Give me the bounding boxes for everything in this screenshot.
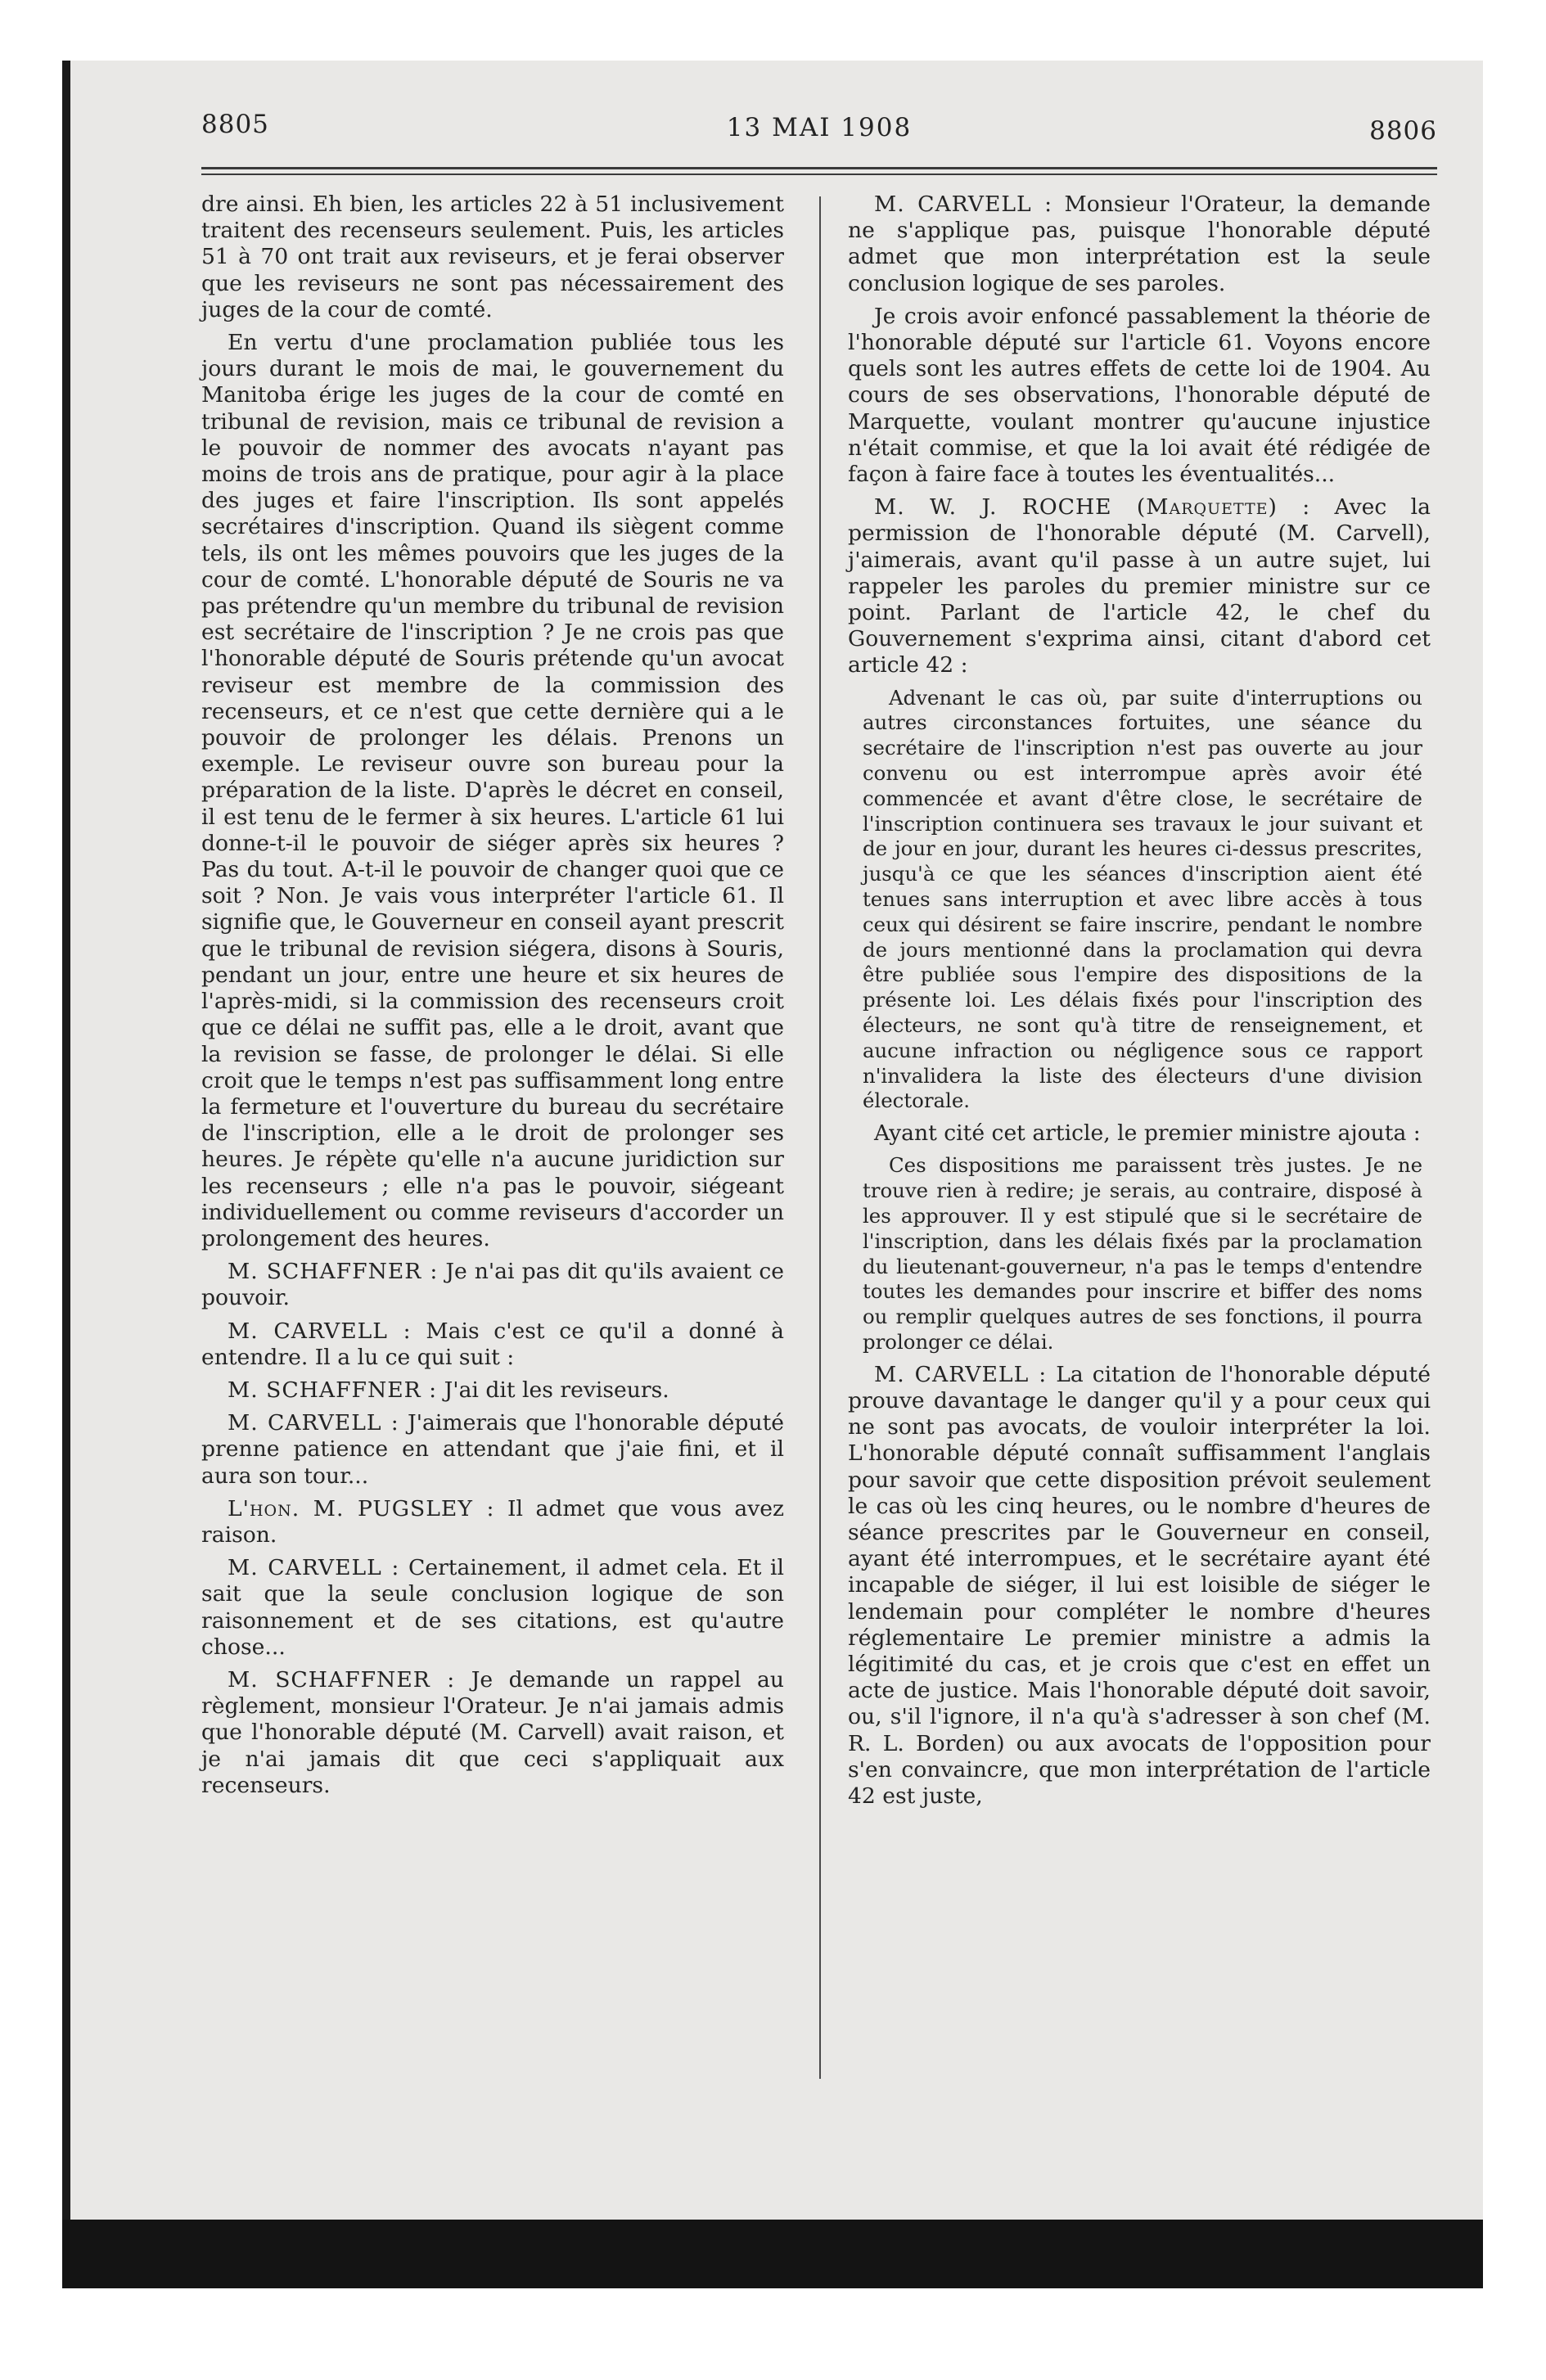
speech xyxy=(201,1496,784,1548)
speech xyxy=(201,1410,784,1490)
paragraph xyxy=(201,330,784,1252)
speech-text: J'ai dit les reviseurs. xyxy=(444,1377,669,1403)
hansard-page xyxy=(201,93,1437,2188)
speaker-name: L'hon. M. PUGSLEY : xyxy=(228,1495,495,1521)
speaker-name: M. SCHAFFNER : xyxy=(228,1666,456,1693)
speech-text: La citation de l'honorable député prouve davantage le danger qu'il y a pour ceux qui ne sont pas avocats, de vouloir interpréter la loi. L'honorable député connaît suffisamment l'anglais pour savoir que cette disposition prévoit seulement le cas où les cinq heures, ou le nombre d'heures de séance prescrites par le Gouverneur en conseil, ayant été interrompues, et le secrétaire ayant été incapable de siéger, il lui est loisible de siéger le lendemain pour compléter le nombre d'heures réglementaire Le premier ministre a admis la légitimité du cas, et je crois que c'est en effet un acte de justice. Mais l'honorable député doit savoir, ou, s'il l'ignore, il n'a qu'à s'adresser à son chef (M. R. L. Borden) ou aux avocats de l'opposition pour s'en convaincre, que mon interprétation de l'article 42 est juste, xyxy=(848,1361,1431,1810)
speaker-name: M. CARVELL : xyxy=(874,1361,1048,1387)
paragraph xyxy=(848,304,1431,488)
speech xyxy=(201,1667,784,1799)
scan-edge-bottom xyxy=(62,2220,1483,2288)
quote-text: Ces dispositions me paraissent très justes. Je ne trouve rien à redire; je serais, au contraire, disposé à les approuver. Il y est stipulé que si le secrétaire de l'inscription, dans les délais fixés par la proclamation du lieutenant-gouverneur, n'a pas le temps d'entendre toutes les demandes pour inscrire et biffer des noms ou remplir quelques autres de ses fonctions, il pourra prolonger ce délai. xyxy=(863,1153,1422,1354)
quoted-statement xyxy=(863,1153,1422,1355)
speech-text: J'aimerais que l'honorable député prenne patience en attendant que j'aie fini, et il aura son tour... xyxy=(201,1410,784,1489)
header-rule xyxy=(201,167,1437,169)
speech-text: Avec la permission de l'honorable député (M. Carvell), j'aimerais, avant qu'il passe à un autre sujet, lui rappeler les paroles du premier ministre sur ce point. Parlant de l'article 42, le chef du Gouvernement s'exprima ainsi, citant d'abord cet article 42 : xyxy=(848,494,1431,678)
speaker-name: M. CARVELL : xyxy=(874,192,1053,217)
speech-text: Je n'ai pas dit qu'ils avaient ce pouvoir. xyxy=(201,1259,784,1311)
speech-text: Certainement, il admet cela. Et il sait que la seule conclusion logique de son raisonnement et de ses citations, est qu'autre chose... xyxy=(201,1555,784,1660)
speaker-name: M. CARVELL : xyxy=(228,1318,412,1344)
speech xyxy=(201,1318,784,1371)
speech xyxy=(848,192,1431,297)
scanned-page xyxy=(62,61,1483,2288)
speech xyxy=(201,1555,784,1661)
page-number-right: 8806 xyxy=(1369,116,1437,146)
paragraph-text: Je crois avoir enfoncé passablement la théorie de l'honorable député sur l'article 61. Voyons encore quels sont les autres effets de cette loi de 1904. Au cours de ses observations, l'honorable député de Marquette, voulant montrer qu'aucune injustice n'était commise, et que la loi avait été rédigée de façon à faire face à toutes les éventualités... xyxy=(848,303,1431,488)
page-number-left: 8805 xyxy=(201,110,269,139)
quoted-article xyxy=(863,686,1422,1115)
paragraph xyxy=(848,1120,1431,1147)
paragraph xyxy=(201,192,784,323)
speaker-name: M. SCHAFFNER : xyxy=(228,1377,438,1403)
page-date: 13 MAI 1908 xyxy=(726,113,913,142)
paragraph-text: En vertu d'une proclamation publiée tous les jours durant le mois de mai, le gouvernement du Manitoba érige les juges de la cour de comté en tribunal de revision, mais ce tribunal de revision a le pouvoir de nommer des avocats n'ayant pas moins de trois ans de pratique, pour agir à la place des juges et faire l'inscription. Ils sont appelés secrétaires d'inscription. Quand ils siègent comme tels, ils ont les mêmes pouvoirs que les juges de la cour de comté. L'honorable député de Souris ne va pas prétendre qu'un membre du tribunal de revision est secrétaire de l'inscription ? Je ne crois pas que l'honorable député de Souris prétende qu'un avocat reviseur est membre de la commission des recenseurs, et ce n'est que cette dernière qui a le pouvoir de prolonger les délais. Prenons un exemple. Le reviseur ouvre son bureau pour la préparation de la liste. D'après le décret en conseil, il est tenu de le fermer à six heures. L'article 61 lui donne-t-il le pouvoir de siéger après six heures ? Pas du tout. A-t-il le pouvoir de changer quoi que ce soit ? Non. Je vais vous interpréter l'article 61. Il signifie que, le Gouverneur en conseil ayant prescrit que le tribunal de revision siégera, disons à Souris, pendant un jour, entre une heure et six heures de l'après-midi, si la commission des recenseurs croit que ce délai ne suffit pas, elle a le droit, avant que la revision se fasse, de prolonger le délai. Si elle croit que le temps n'est pas suffisamment long entre la fermeture et l'ouverture du bureau du secrétaire de l'inscription, elle a le droit de prolonger ses heures. Je répète qu'elle n'a aucune juridiction sur les recenseurs ; elle n'a pas le pouvoir, siégeant individuellement ou comme reviseurs d'accorder un prolongement des heures. xyxy=(201,330,784,1251)
right-column xyxy=(848,192,1431,2131)
speaker-name: M. SCHAFFNER : xyxy=(228,1259,439,1285)
speech-text: Il admet que vous avez raison. xyxy=(201,1495,784,1548)
speech-text: Mais c'est ce qu'il a donné à entendre. Il a lu ce qui suit : xyxy=(201,1318,784,1370)
left-column xyxy=(201,192,784,2131)
column-divider xyxy=(819,196,821,2079)
speech xyxy=(848,494,1431,678)
speech xyxy=(201,1377,784,1404)
scan-edge-left xyxy=(62,61,70,2288)
speech-text: Monsieur l'Orateur, la demande ne s'applique pas, puisque l'honorable député admet que mon interprétation est la seule conclusion logique de ses paroles. xyxy=(848,192,1431,296)
header-rule-second xyxy=(201,174,1437,175)
quote-text: Advenant le cas où, par suite d'interruptions ou autres circonstances fortuites, une séance du secrétaire de l'inscription n'est pas ouverte au jour convenu ou est interrompue après avoir été commencée et avant d'être close, le secrétaire de l'inscription continuera ses travaux le jour suivant et de jour en jour, durant les heures ci-dessus prescrites, jusqu'à ce que les séances d'inscription aient été tenues sans interruption et avec libre accès à tous ceux qui désirent se faire inscrire, pendant le nombre de jours mentionné dans la proclamation qui devra être publiée sous l'empire des dispositions de la présente loi. Les délais fixés pour l'inscription des électeurs, ne sont qu'à titre de renseignement, et aucune infraction ou négligence sous ce rapport n'invalidera la liste des électeurs d'une division électorale. xyxy=(863,685,1422,1113)
speech xyxy=(201,1259,784,1311)
text-columns xyxy=(201,192,1437,2131)
speech xyxy=(848,1362,1431,1810)
speaker-name: M. CARVELL : xyxy=(228,1410,399,1436)
speaker-name: M. W. J. ROCHE (Marquette) : xyxy=(874,494,1311,521)
speech-text: Je demande un rappel au règlement, monsieur l'Orateur. Je n'ai jamais admis que l'honorable député (M. Carvell) avait raison, et je n'ai jamais dit que ceci s'appliquait aux recenseurs. xyxy=(201,1666,784,1798)
paragraph-text: dre ainsi. Eh bien, les articles 22 à 51 inclusivement traitent des recenseurs seulement. Puis, les articles 51 à 70 ont trait aux reviseurs, et je ferai observer que les reviseurs ne sont pas nécessairement des juges de la cour de comté. xyxy=(201,192,784,322)
speaker-name: M. CARVELL : xyxy=(228,1555,400,1581)
paragraph-text: Ayant cité cet article, le premier ministre ajouta : xyxy=(874,1120,1421,1147)
page-header xyxy=(201,93,1437,167)
